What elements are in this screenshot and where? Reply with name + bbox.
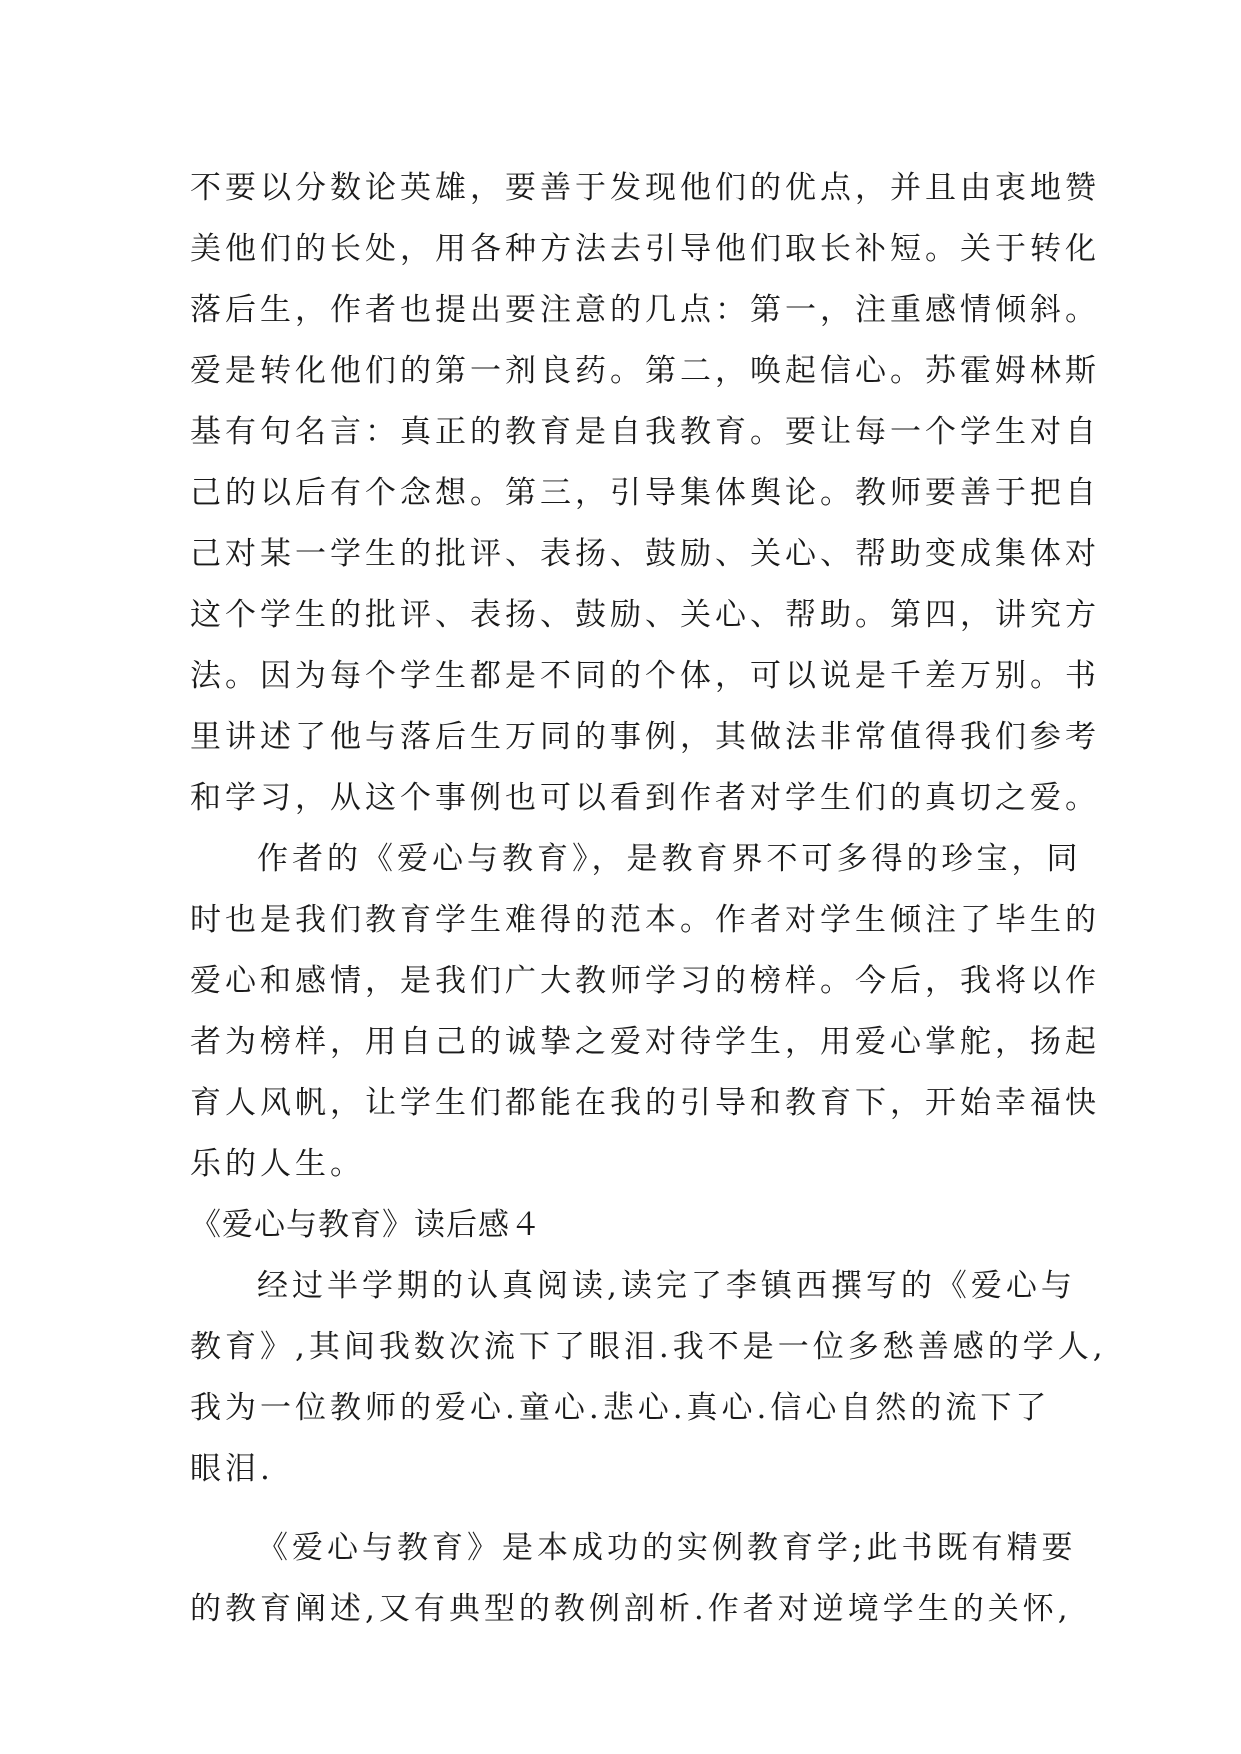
text-line: 己对某一学生的批评、表扬、鼓励、关心、帮助变成集体对 bbox=[190, 536, 1100, 572]
text-line: 这个学生的批评、表扬、鼓励、关心、帮助。第四，讲究方 bbox=[190, 597, 1100, 633]
paragraph-4 bbox=[190, 1518, 1077, 1640]
text-line: 我为一位教师的爱心.童心.悲心.真心.信心自然的流下了 bbox=[190, 1390, 1051, 1426]
text-line: 爱是转化他们的第一剂良药。第二，唤起信心。苏霍姆林斯 bbox=[190, 353, 1100, 389]
document-body bbox=[190, 158, 1107, 1640]
paragraph-3 bbox=[190, 1256, 1107, 1500]
text-line: 己的以后有个念想。第三，引导集体舆论。教师要善于把自 bbox=[190, 475, 1100, 511]
text-line: 乐的人生。 bbox=[190, 1146, 365, 1182]
text-line: 时也是我们教育学生难得的范本。作者对学生倾注了毕生的 bbox=[190, 902, 1100, 938]
text-line: 落后生，作者也提出要注意的几点：第一，注重感情倾斜。 bbox=[190, 292, 1100, 328]
text-line: 里讲述了他与落后生万同的事例，其做法非常值得我们参考 bbox=[190, 719, 1100, 755]
text-line: 作者的《爱心与教育》，是教育界不可多得的珍宝，同 bbox=[257, 841, 1082, 877]
text-line: 法。因为每个学生都是不同的个体，可以说是千差万别。书 bbox=[190, 658, 1100, 694]
text-line: 眼泪. bbox=[190, 1451, 274, 1487]
text-line: 美他们的长处，用各种方法去引导他们取长补短。关于转化 bbox=[190, 231, 1100, 267]
text-line: 者为榜样，用自己的诚挚之爱对待学生，用爱心掌舵，扬起 bbox=[190, 1024, 1100, 1060]
text-line: 育人风帆，让学生们都能在我的引导和教育下，开始幸福快 bbox=[190, 1085, 1100, 1121]
section-heading: 《爱心与教育》读后感４ bbox=[190, 1207, 542, 1243]
text-line: 基有句名言：真正的教育是自我教育。要让每一个学生对自 bbox=[190, 414, 1100, 450]
text-line: 爱心和感情，是我们广大教师学习的榜样。今后，我将以作 bbox=[190, 963, 1100, 999]
text-line: 和学习，从这个事例也可以看到作者对学生们的真切之爱。 bbox=[190, 780, 1100, 816]
paragraph-2 bbox=[190, 829, 1100, 1195]
text-line: 的教育阐述,又有典型的教例剖析.作者对逆境学生的关怀, bbox=[190, 1591, 1072, 1627]
paragraph-1 bbox=[190, 158, 1100, 829]
text-line: 教育》,其间我数次流下了眼泪.我不是一位多愁善感的学人, bbox=[190, 1329, 1107, 1365]
text-line: 《爱心与教育》是本成功的实例教育学;此书既有精要 bbox=[257, 1530, 1077, 1566]
text-line: 不要以分数论英雄，要善于发现他们的优点，并且由衷地赞 bbox=[190, 170, 1100, 206]
text-line: 经过半学期的认真阅读,读完了李镇西撰写的《爱心与 bbox=[257, 1268, 1076, 1304]
